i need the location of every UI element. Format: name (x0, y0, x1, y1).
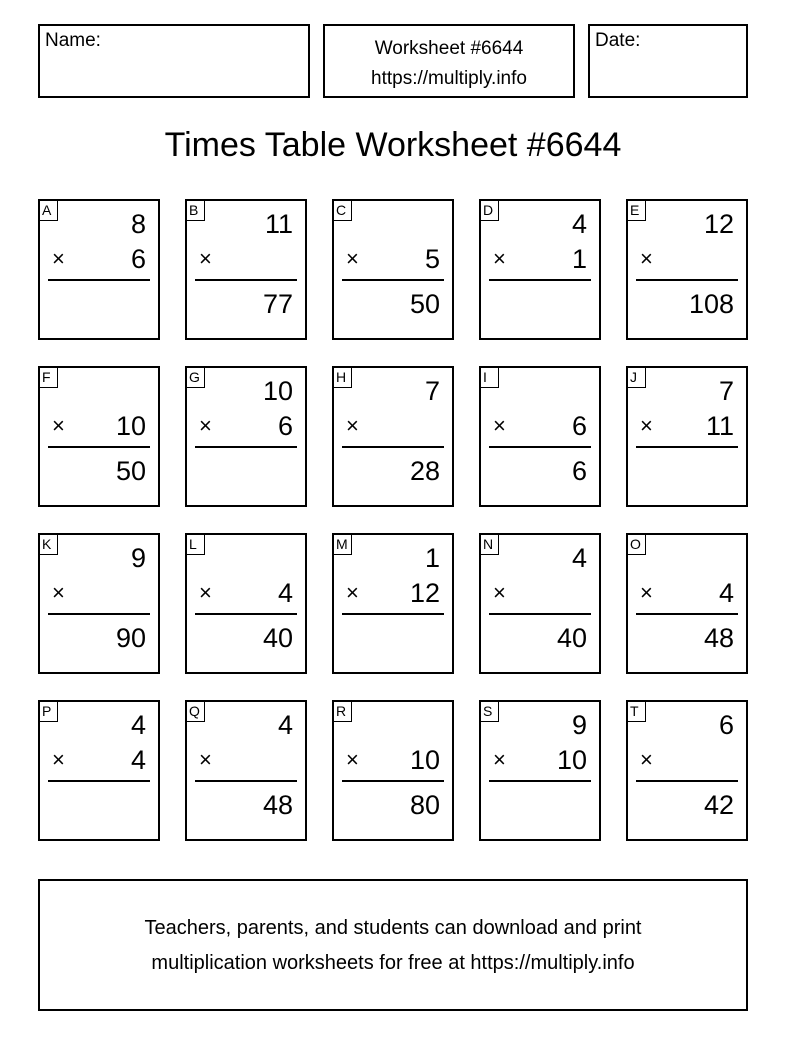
answer-line (342, 279, 444, 281)
answer-line (342, 780, 444, 782)
worksheet-info-box (323, 24, 575, 98)
problem-card-i (479, 366, 601, 507)
product-answer[interactable]: 48 (703, 623, 734, 653)
answer-line (48, 446, 150, 448)
name-label: Name: (45, 30, 101, 51)
problem-card-t (626, 700, 748, 841)
answer-line (489, 446, 591, 448)
problem-letter: G (185, 366, 205, 388)
product-answer[interactable]: 6 (571, 456, 587, 486)
second-factor: 6 (571, 411, 587, 441)
problem-card-g (185, 366, 307, 507)
second-factor: 10 (556, 745, 587, 775)
multiply-sign: × (640, 413, 653, 438)
second-factor: 10 (115, 411, 146, 441)
answer-line (636, 446, 738, 448)
worksheet-url: https://multiply.info (371, 68, 527, 89)
product-answer[interactable]: 50 (409, 289, 440, 319)
multiply-sign: × (199, 580, 212, 605)
product-answer[interactable]: 80 (409, 790, 440, 820)
answer-line (195, 780, 297, 782)
product-answer[interactable]: 50 (115, 456, 146, 486)
problem-letter: Q (185, 700, 205, 722)
answer-line (489, 613, 591, 615)
first-factor: 7 (718, 376, 734, 406)
product-answer[interactable]: 28 (409, 456, 440, 486)
answer-line (48, 613, 150, 615)
problem-card-n (479, 533, 601, 674)
first-factor: 6 (718, 710, 734, 740)
multiply-sign: × (640, 747, 653, 772)
problem-letter: I (479, 366, 499, 388)
answer-line (489, 279, 591, 281)
product-answer[interactable]: 40 (262, 623, 293, 653)
multiply-sign: × (346, 747, 359, 772)
multiply-sign: × (493, 580, 506, 605)
footer-line-2: multiplication worksheets for free at https://multiply.info (151, 952, 635, 974)
multiply-sign: × (52, 747, 65, 772)
problem-card-e (626, 199, 748, 340)
problem-card-s (479, 700, 601, 841)
answer-line (48, 279, 150, 281)
name-field[interactable] (38, 24, 310, 98)
date-field[interactable] (588, 24, 748, 98)
multiply-sign: × (493, 246, 506, 271)
problem-letter: N (479, 533, 499, 555)
answer-line (342, 613, 444, 615)
second-factor: 10 (409, 745, 440, 775)
first-factor: 4 (571, 209, 587, 239)
first-factor: 9 (571, 710, 587, 740)
page-title: Times Table Worksheet #6644 (164, 126, 622, 164)
first-factor: 12 (703, 209, 734, 239)
multiply-sign: × (199, 747, 212, 772)
first-factor: 9 (130, 543, 146, 573)
problem-card-p (38, 700, 160, 841)
answer-line (636, 780, 738, 782)
problem-card-q (185, 700, 307, 841)
product-answer[interactable]: 40 (556, 623, 587, 653)
multiply-sign: × (493, 413, 506, 438)
multiply-sign: × (346, 580, 359, 605)
second-factor: 4 (718, 578, 734, 608)
multiply-sign: × (52, 580, 65, 605)
problem-letter: M (332, 533, 352, 555)
problem-letter: J (626, 366, 646, 388)
problem-card-o (626, 533, 748, 674)
worksheet-number: Worksheet #6644 (374, 38, 524, 59)
problem-letter: R (332, 700, 352, 722)
problem-letter: L (185, 533, 205, 555)
second-factor: 11 (705, 411, 734, 441)
first-factor: 4 (571, 543, 587, 573)
multiply-sign: × (493, 747, 506, 772)
problem-card-d (479, 199, 601, 340)
problem-card-l (185, 533, 307, 674)
product-answer[interactable]: 77 (262, 289, 293, 319)
multiply-sign: × (640, 580, 653, 605)
problem-letter: C (332, 199, 352, 221)
answer-line (636, 613, 738, 615)
answer-line (342, 446, 444, 448)
problem-letter: O (626, 533, 646, 555)
first-factor: 1 (424, 543, 440, 573)
problem-card-a (38, 199, 160, 340)
multiply-sign: × (199, 413, 212, 438)
first-factor: 4 (277, 710, 293, 740)
second-factor: 4 (130, 745, 146, 775)
second-factor: 5 (424, 244, 440, 274)
answer-line (195, 613, 297, 615)
second-factor: 6 (277, 411, 293, 441)
product-answer[interactable]: 90 (115, 623, 146, 653)
multiply-sign: × (346, 246, 359, 271)
problem-card-r (332, 700, 454, 841)
second-factor: 1 (571, 244, 587, 274)
first-factor: 8 (130, 209, 146, 239)
problem-card-m (332, 533, 454, 674)
answer-line (195, 446, 297, 448)
multiply-sign: × (52, 246, 65, 271)
second-factor: 6 (130, 244, 146, 274)
product-answer[interactable]: 42 (703, 790, 734, 820)
problem-letter: P (38, 700, 58, 722)
problem-letter: D (479, 199, 499, 221)
first-factor: 4 (130, 710, 146, 740)
second-factor: 4 (277, 578, 293, 608)
date-label: Date: (595, 30, 641, 51)
product-answer[interactable]: 48 (262, 790, 293, 820)
problem-card-c (332, 199, 454, 340)
first-factor: 11 (264, 209, 293, 239)
problem-card-h (332, 366, 454, 507)
problem-letter: A (38, 199, 58, 221)
problem-letter: K (38, 533, 58, 555)
answer-line (489, 780, 591, 782)
problem-letter: H (332, 366, 352, 388)
product-answer[interactable]: 108 (688, 289, 734, 319)
answer-line (636, 279, 738, 281)
problem-letter: B (185, 199, 205, 221)
problem-letter: F (38, 366, 58, 388)
problem-card-f (38, 366, 160, 507)
problem-letter: S (479, 700, 499, 722)
problem-card-j (626, 366, 748, 507)
problem-card-b (185, 199, 307, 340)
footer-box (38, 879, 748, 1011)
answer-line (48, 780, 150, 782)
multiply-sign: × (199, 246, 212, 271)
answer-line (195, 279, 297, 281)
multiply-sign: × (346, 413, 359, 438)
problem-letter: E (626, 199, 646, 221)
multiply-sign: × (52, 413, 65, 438)
problem-letter: T (626, 700, 646, 722)
footer-line-1: Teachers, parents, and students can download and print (144, 917, 642, 939)
second-factor: 12 (409, 578, 440, 608)
first-factor: 10 (262, 376, 293, 406)
first-factor: 7 (424, 376, 440, 406)
problem-card-k (38, 533, 160, 674)
multiply-sign: × (640, 246, 653, 271)
